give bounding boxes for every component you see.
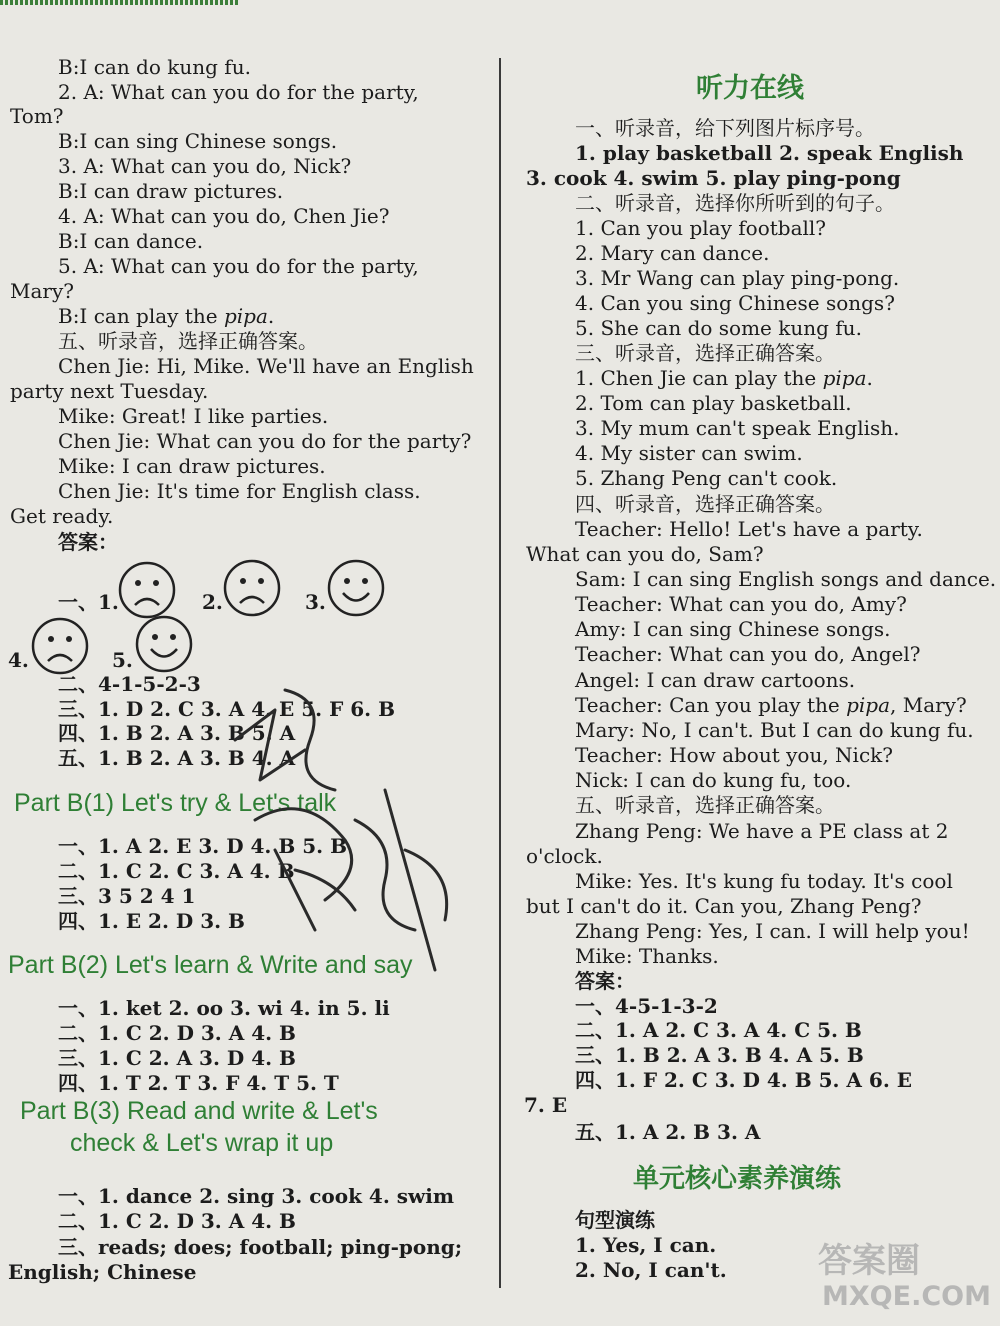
answer-line: 四、1. T 2. T 3. F 4. T 5. T [58, 1071, 339, 1095]
handwriting-scribble [215, 670, 485, 1000]
answers-heading: 答案： [575, 969, 635, 993]
pipa-italic: pipa [223, 304, 268, 328]
dialog-line: o'clock. [526, 844, 603, 868]
answer-line: 四、1. B 2. A 3. B 5. A [58, 721, 296, 745]
dialog-line: Mary? [10, 279, 74, 303]
listening-title: 听力在线 [696, 73, 804, 104]
watermark-logo: 答案圈 [818, 1241, 920, 1281]
answers-heading: 答案： [58, 530, 118, 554]
dialog-line: Amy: I can sing Chinese songs. [575, 617, 891, 641]
section-instruction: 二、听录音，选择你所听到的句子。 [575, 191, 895, 215]
answer-line: 三、reads; does; football; ping-pong; [58, 1235, 463, 1259]
sad-face-icon [117, 560, 177, 620]
dialog-line: Teacher: How about you, Nick? [575, 743, 893, 767]
dialog-line: Sam: I can sing English songs and dance. [575, 567, 997, 591]
face-label: 3. [305, 590, 326, 614]
dialog-line [58, 304, 274, 328]
section-title-b3-cont: check & Let's wrap it up [70, 1129, 334, 1157]
drill-item: 1. Yes, I can. [575, 1233, 717, 1257]
sentence-period: . [866, 366, 873, 390]
section-title-b3: Part B(3) Read and write & Let's [20, 1097, 378, 1125]
sentence-line: 4. My sister can swim. [575, 441, 803, 465]
happy-face-icon [134, 614, 194, 674]
pipa-italic: pipa [822, 366, 867, 390]
answer-line: 五、1. B 2. A 3. B 4. A [58, 746, 296, 770]
dialog-line: 5. A: What can you do for the party, [58, 254, 419, 278]
sentence-line: 1. Can you play football? [575, 216, 827, 240]
dialog-line: Chen Jie: What can you do for the party? [58, 429, 472, 453]
section-instruction: 三、听录音，选择正确答案。 [575, 341, 835, 365]
dialog-text-end: , Mary? [890, 693, 967, 717]
sentence-line: 5. She can do some kung fu. [575, 316, 862, 340]
drill-heading: 句型演练 [575, 1208, 655, 1232]
answer-line: 7. E [524, 1093, 568, 1117]
section-title-b2: Part B(2) Let's learn & Write and say [8, 951, 413, 979]
dialog-line: Chen Jie: Hi, Mike. We'll have an English [58, 354, 474, 378]
sentence-text: 1. Chen Jie can play the [575, 366, 823, 390]
dialog-line: Mike: I can draw pictures. [58, 454, 326, 478]
dialog-line: Teacher: Hello! Let's have a party. [575, 517, 923, 541]
answer-line: 二、1. A 2. C 3. A 4. C 5. B [575, 1018, 862, 1042]
answer-line: 一、1. dance 2. sing 3. cook 4. swim [58, 1184, 454, 1208]
face-label: 4. [8, 648, 29, 672]
unit-core-title: 单元核心素养演练 [633, 1164, 842, 1194]
section-instruction: 五、听录音，选择正确答案。 [575, 793, 835, 817]
dialog-line: Nick: I can do kung fu, too. [575, 768, 852, 792]
dialog-line: B:I can draw pictures. [58, 179, 284, 203]
sentence-line: 4. Can you sing Chinese songs? [575, 291, 895, 315]
dialog-text: B:I can play the [58, 304, 224, 328]
answer-line: 三、1. C 2. A 3. D 4. B [58, 1046, 296, 1070]
answer-line: 四、1. F 2. C 3. D 4. B 5. A 6. E [575, 1068, 912, 1092]
dialog-line: What can you do, Sam? [526, 542, 764, 566]
answer-line: 一、4-5-1-3-2 [575, 994, 718, 1018]
answer-line: 1. play basketball 2. speak English [575, 141, 964, 165]
dialog-line: but I can't do it. Can you, Zhang Peng? [526, 894, 922, 918]
answer-line: 一、1. ket 2. oo 3. wi 4. in 5. li [58, 996, 390, 1020]
top-border [0, 0, 1000, 7]
face-label: 5. [112, 648, 133, 672]
dialog-line: Mary: No, I can't. But I can do kung fu. [575, 718, 974, 742]
dialog-line: Angel: I can draw cartoons. [575, 668, 856, 692]
dialog-line: 3. A: What can you do, Nick? [58, 154, 352, 178]
dialog-line: Teacher: What can you do, Amy? [575, 592, 907, 616]
answer-line: 四、1. E 2. D 3. B [58, 909, 245, 933]
answer-line: 3. cook 4. swim 5. play ping-pong [526, 166, 901, 190]
dialog-line: Teacher: What can you do, Angel? [575, 642, 921, 666]
dialog-line: B:I can sing Chinese songs. [58, 129, 338, 153]
sentence-line [575, 366, 873, 390]
dialog-line: 2. A: What can you do for the party, [58, 80, 419, 104]
answer-line: 二、1. C 2. D 3. A 4. B [58, 1021, 296, 1045]
dialog-line: Chen Jie: It's time for English class. [58, 479, 421, 503]
top-border-green-dots [0, 0, 238, 5]
answer-line: English; Chinese [8, 1260, 197, 1284]
dialog-line: Mike: Great! I like parties. [58, 404, 329, 428]
answer-line: 二、4-1-5-2-3 [58, 672, 201, 696]
dialog-line: Get ready. [10, 504, 114, 528]
face-label: 2. [202, 590, 223, 614]
dialog-period: . [267, 304, 275, 328]
dialog-line: B:I can do kung fu. [58, 55, 251, 79]
section-instruction: 一、听录音，给下列图片标序号。 [575, 116, 875, 140]
dialog-line: B:I can dance. [58, 229, 204, 253]
dialog-line: party next Tuesday. [10, 379, 209, 403]
dialog-line: Zhang Peng: Yes, I can. I will help you! [575, 919, 970, 943]
sentence-line: 5. Zhang Peng can't cook. [575, 466, 838, 490]
sad-face-icon [222, 558, 282, 618]
section-title-b1: Part B(1) Let's try & Let's talk [14, 789, 337, 817]
answer-line: 二、1. C 2. D 3. A 4. B [58, 1209, 296, 1233]
pipa-italic: pipa [846, 693, 890, 717]
sentence-line: 3. My mum can't speak English. [575, 416, 900, 440]
sad-face-icon [30, 616, 90, 676]
section-instruction: 五、听录音，选择正确答案。 [58, 329, 318, 353]
answer-line: 三、3 5 2 4 1 [58, 884, 196, 908]
dialog-text: Teacher: Can you play the [575, 693, 847, 717]
face-label: 一、1. [58, 590, 119, 614]
answer-line: 三、1. D 2. C 3. A 4. E 5. F 6. B [58, 697, 395, 721]
watermark-url: MXQE.COM [822, 1281, 991, 1312]
happy-face-icon [326, 558, 386, 618]
sentence-line: 2. Tom can play basketball. [575, 391, 852, 415]
answer-line: 三、1. B 2. A 3. B 4. A 5. B [575, 1043, 864, 1067]
answer-line: 五、1. A 2. B 3. A [575, 1120, 761, 1144]
dialog-line: Zhang Peng: We have a PE class at 2 [575, 819, 949, 843]
dialog-line: Mike: Yes. It's kung fu today. It's cool [575, 869, 953, 893]
dialog-line: 4. A: What can you do, Chen Jie? [58, 204, 390, 228]
answer-line: 二、1. C 2. C 3. A 4. B [58, 859, 295, 883]
sentence-line: 2. Mary can dance. [575, 241, 770, 265]
section-instruction: 四、听录音，选择正确答案。 [575, 492, 835, 516]
dialog-line: Tom? [10, 104, 64, 128]
dialog-line: Mike: Thanks. [575, 944, 719, 968]
drill-item: 2. No, I can't. [575, 1258, 727, 1282]
sentence-line: 3. Mr Wang can play ping-pong. [575, 266, 900, 290]
dialog-line [575, 693, 967, 717]
column-divider [499, 58, 501, 1288]
answer-line: 一、1. A 2. E 3. D 4. B 5. B [58, 834, 347, 858]
